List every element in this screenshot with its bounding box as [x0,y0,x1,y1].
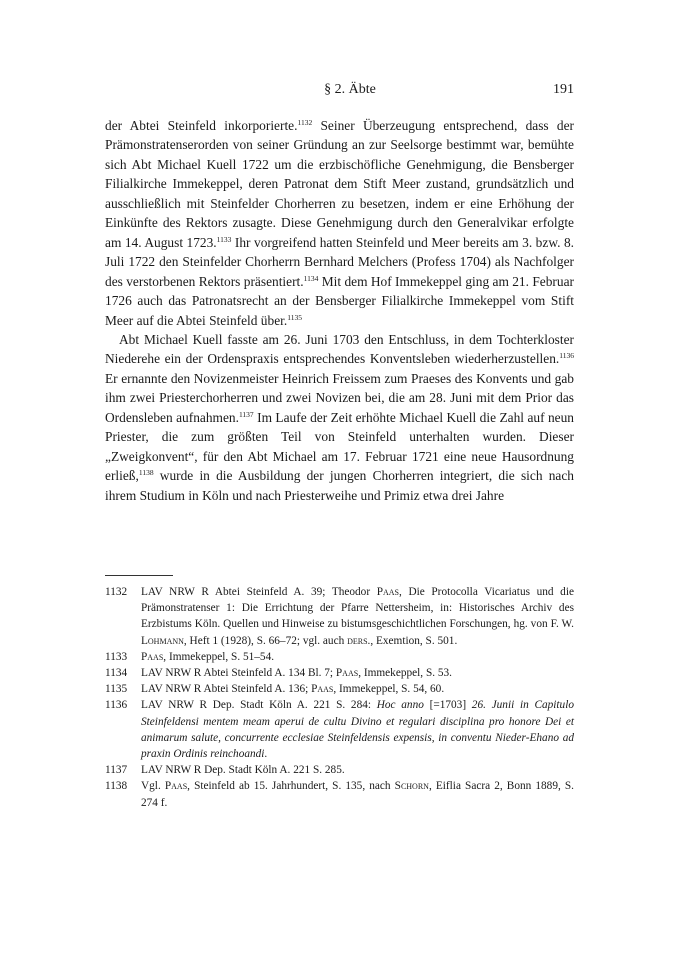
footnote-1136 [105,697,574,762]
page-number: 191 [553,82,574,97]
footnote-1134 [105,665,574,681]
footnote-1137 [105,762,574,778]
footnote-text: LAV NRW R Abtei Steinfeld A. 134 Bl. 7; Paas, Immekeppel, S. 53. [141,667,452,680]
footnote-number: 1137 [105,764,128,777]
footnote-1135 [105,681,574,697]
footnote-text: LAV NRW R Dep. Stadt Köln A. 221 S. 285. [141,764,345,777]
footnote-number: 1136 [105,699,128,712]
main-text [105,116,574,505]
footnote-number: 1135 [105,683,128,696]
footnote-text: LAV NRW R Abtei Steinfeld A. 136; Paas, Immekeppel, S. 54, 60. [141,683,445,696]
footnote-number: 1132 [105,586,128,598]
footnote-text: LAV NRW R Abtei Steinfeld A. 39; Theodor Paas, Die Protocolla Vicariatus und die Prämonstratenser 1: Die Errichtung der Pfarre Nettersheim, in: Historisches Archiv des Erzbistums Köln. Quellen und Hinweise zu bistumsgeschichtlichen Forschungen, hg. von F. W. Lohmann, Heft 1 (1928), S. 66–72; vgl. auch ders., Exemtion, S. 501. [141,586,574,647]
footnote-1133 [105,649,574,665]
footnote-text: Paas, Immekeppel, S. 51–54. [141,650,275,663]
footnote-ref[interactable]: 1133 [216,234,232,244]
footnote-1138 [105,778,574,810]
footnote-1132 [105,584,574,649]
footnote-ref[interactable]: 1132 [297,118,313,127]
footnote-number: 1138 [105,780,128,793]
paragraph: der Abtei Steinfeld inkorporierte.$^{1132}$ Seiner Überzeugung entsprechend, dass der Prämonstratenserorden von seiner Gründung an zur Seelsorge bestimmt war, bemühte sich Abt Michael Kuell 1722 um die erzbischöfliche Genehmigung, die Bensberger Filialkirche Immekeppel, deren Patronat dem Stift Meer zustand, grundsätzlich und ausschließlich mit Steinfelder Chorherren zu besetzen, indem er eine Erhöhung der Einkünfte des Rektors zusagte. Diese Genehmigung durch den Generalvikar erfolgte am 14. August 1723.$^{1133}$ Ihr vorgreifend hatten Steinfeld und Meer bereits am 3. bzw. 8. Juli 1722 den Steinfelder Chorherrn Bernhard Melchers (Profess 1704) als Nachfolger des verstorbenen Rektors präsentiert.$^{1134}$ Mit dem Hof Immekeppel ging am 21. Februar 1726 auch das Patronatsrecht an der Bensberger Filialkirche Immekeppel vom Stift Meer auf die Abtei Steinfeld über.$^{1135}$ [105,118,575,328]
section-title: § 2. Äbte [324,82,376,97]
paragraph: Abt Michael Kuell fasste am 26. Juni 1703 den Entschluss, in dem Tochterkloster Niederehe ein der Ordenspraxis entsprechendes Konventsleben wiederherzustellen.$^{1136}$ Er ernannte den Novizenmeister Heinrich Freissem zum Praeses des Konvents und gab ihm zwei Priesterchorherren und zwei Novizen bei, die am 28. Juni mit dem Prior das Ordensleben aufnahmen.$^{1137}$ Im Laufe der Zeit erhöhte Michael Kuell die Zahl auf neun Priester, die zum größten Teil von Steinfeld unterhalten wurden. Dieser „Zweigkonvent“, für den Abt Michael am 17. Februar 1721 eine neue Hausordnung erließ,$^{1138}$ wurde in die Ausbildung der jungen Chorherren integriert, die sich nach ihrem Studium in Köln und nach Priesterweihe und Primiz etwa drei Jahre [105,331,574,503]
footnote-ref[interactable]: 1136 [559,351,574,361]
running-head [0,82,700,102]
footnote-ref[interactable]: 1137 [238,409,254,419]
footnote-text: Vgl. Paas, Steinfeld ab 15. Jahrhundert, S. 135, nach Schorn, Eiflia Sacra 2, Bonn 1889, S. 274 f. [141,780,574,809]
footnote-number: 1134 [105,667,128,680]
footnote-number: 1133 [105,650,128,663]
footnote-text: LAV NRW R Dep. Stadt Köln A. 221 S. 284: Hoc anno [=1703] 26. Junii in Capitulo Steinfeldensi mentem meam aperui de cultu Divino et regulari disciplina pro honore Dei et animarum salute, concurrente ecclesiae Steinfeldensis expensis, in conventu Nieder-Ehano ad praxin Ordinis reinchoandi. [141,699,574,761]
footnotes [105,584,574,811]
footnote-ref[interactable]: 1134 [303,273,319,283]
footnote-ref[interactable]: 1135 [287,312,302,322]
footnote-ref[interactable]: 1138 [138,468,154,478]
footnote-divider [105,575,173,576]
